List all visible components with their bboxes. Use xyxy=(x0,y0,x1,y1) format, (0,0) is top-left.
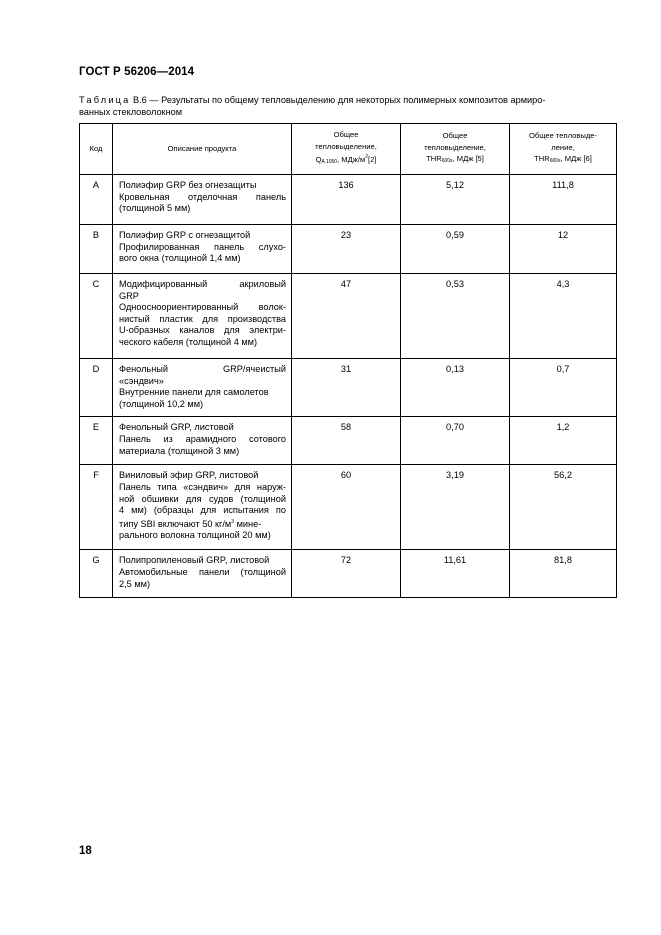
row-thr6-value: 81,8 xyxy=(510,550,617,598)
row-thr5-value: 0,70 xyxy=(401,417,510,465)
results-table xyxy=(79,123,617,598)
table-row xyxy=(80,225,617,274)
row-thr5-value: 0,59 xyxy=(401,225,510,274)
row-thr6-value: 56,2 xyxy=(510,465,617,550)
row-q-value: 72 xyxy=(292,550,401,598)
header-q-total-heat: Общее тепловыделение, $Q_{A 1050}$, МДж/$м^2[2]$ xyxy=(292,124,401,175)
row-q-value: 60 xyxy=(292,465,401,550)
row-description: Фенольный GRP/ячеистый «сэндвич» Внутренние панели для самолетов (толщиной 10,2 мм) xyxy=(113,359,292,417)
caption-number: В.6 xyxy=(133,95,147,105)
row-q-value: 58 xyxy=(292,417,401,465)
row-description: Полиэфир GRP без огнезащиты Кровельная отделочная панель (толщиной 5 мм) xyxy=(113,175,292,225)
table-header-row xyxy=(80,124,617,175)
row-q-value: 136 xyxy=(292,175,401,225)
table-row xyxy=(80,465,617,550)
row-code: E xyxy=(80,417,113,465)
table-row xyxy=(80,274,617,359)
row-q-value: 31 xyxy=(292,359,401,417)
table-row xyxy=(80,417,617,465)
header-code: Код xyxy=(80,124,113,175)
row-thr6-value: 0,7 xyxy=(510,359,617,417)
row-thr6-value: 4,3 xyxy=(510,274,617,359)
row-thr6-value: 111,8 xyxy=(510,175,617,225)
caption-label: Таблица xyxy=(79,95,131,105)
row-description: Полипропиленовый GRP, листовой Автомобильные панели (толщиной 2,5 мм) xyxy=(113,550,292,598)
row-thr5-value: 3,19 xyxy=(401,465,510,550)
row-q-value: 47 xyxy=(292,274,401,359)
row-thr6-value: 12 xyxy=(510,225,617,274)
row-thr5-value: 11,61 xyxy=(401,550,510,598)
table-row xyxy=(80,175,617,225)
header-thr-ref5: Общее тепловыделение, $THR_{600s}$, МДж [5] xyxy=(401,124,510,175)
row-description: Модифицированный акриловый GRP Одноосноориентированный волок- нистый пластик для производства U-образных каналов для электри- ческого кабеля (толщиной 4 мм) xyxy=(113,274,292,359)
row-code: C xyxy=(80,274,113,359)
row-thr6-value: 1,2 xyxy=(510,417,617,465)
row-code: A xyxy=(80,175,113,225)
row-q-value: 23 xyxy=(292,225,401,274)
row-code: D xyxy=(80,359,113,417)
row-description: Фенольный GRP, листовой Панель из арамидного сотового материала (толщиной 3 мм) xyxy=(113,417,292,465)
table-row xyxy=(80,550,617,598)
row-thr5-value: 5,12 xyxy=(401,175,510,225)
row-thr5-value: 0,53 xyxy=(401,274,510,359)
row-description: Полиэфир GRP с огнезащитой Профилированная панель слухо- вого окна (толщиной 1,4 мм) xyxy=(113,225,292,274)
document-id: ГОСТ Р 56206—2014 xyxy=(79,66,195,78)
row-code: B xyxy=(80,225,113,274)
page-number: 18 xyxy=(79,845,92,857)
caption-text: — Результаты по общему тепловыделению для некоторых полимерных композитов армиро- xyxy=(146,95,546,105)
row-code: G xyxy=(80,550,113,598)
header-thr-ref6: Общее тепловыде- ление, $THR_{600s}$, МДж [6] xyxy=(510,124,617,175)
table-caption xyxy=(79,94,615,118)
row-code: F xyxy=(80,465,113,550)
caption-text-continued: ванных стекловолокном xyxy=(79,107,183,117)
header-description: Описание продукта xyxy=(113,124,292,175)
row-thr5-value: 0,13 xyxy=(401,359,510,417)
table-row xyxy=(80,359,617,417)
row-description: Виниловый эфир GRP, листовой Панель типа «сэндвич» для наруж- ной обшивки для судов (толщиной 4 мм) (образцы для испытания по типу SBI включают 50 $кг/м^3$ мине- рального волокна толщиной 20 мм) xyxy=(113,465,292,550)
